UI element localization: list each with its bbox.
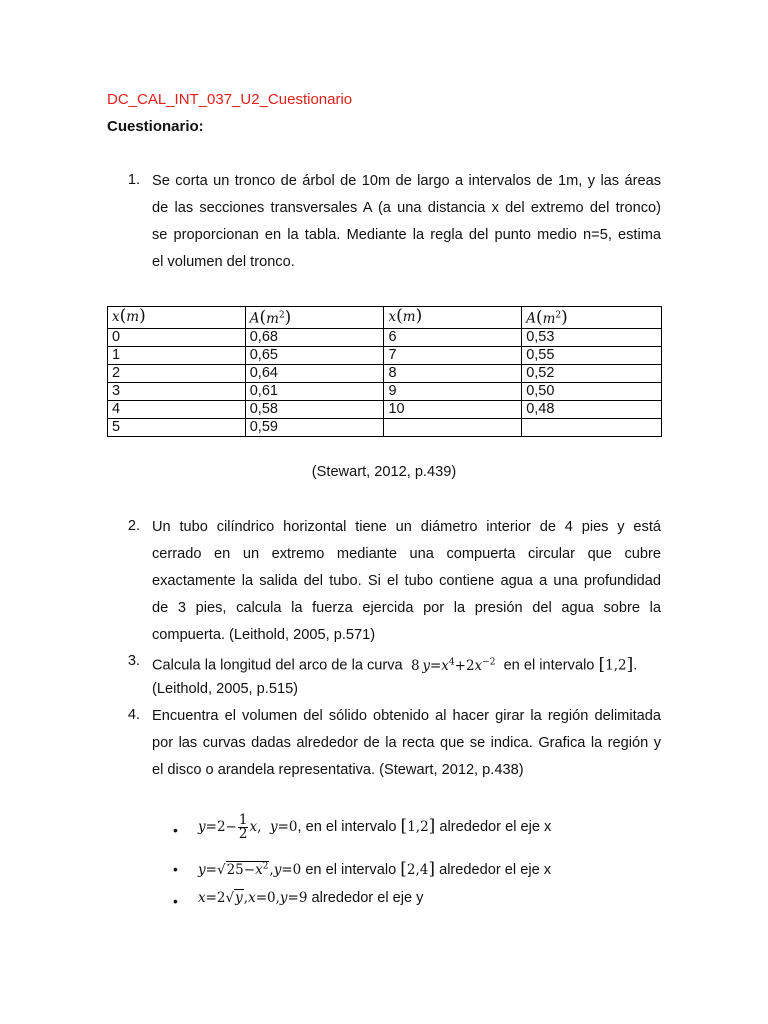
table-row: 5 0,59 [108,418,662,436]
question-4-number: 4. [127,707,140,723]
question-1-number: 1. [127,172,140,188]
bullet-3-equation: x=2√y,x=0,y=9 [198,890,308,906]
document-title: Cuestionario: [107,118,204,135]
document-code: DC_CAL_INT_037_U2_Cuestionario [107,91,353,108]
table-header-row [108,307,662,329]
question-2-number: 2. [127,518,140,534]
bullet-2-text: $y=√25-x^2,y=0$ en el intervalo [2,4] alrededor el eje x [198,859,552,879]
table-header-x: x(m) [108,307,246,329]
question-2-text: Un tubo cilíndrico horizontal tiene un diámetro interior de 4 pies y está cerrado en un extremo mediante una compuerta circular que cubre exactamente la salida del tubo. Si el tubo contiene agua a una profundidad de 3 pies, calcula la fuerza ejercida por la presión del agua sobre la compuerta. (Leithold, 2005, p.571) [152,519,661,643]
data-table [107,306,662,437]
table-row: 0 0,68 6 0,53 [108,328,662,346]
table-row: 4 0,58 10 0,48 [108,400,662,418]
table-row: 3 0,61 9 0,50 [108,382,662,400]
bullet-2: • [173,861,178,877]
arc-length-equation: 8 $y=x^4+2x^{-2}$ [411,657,496,674]
table-header-area: $A(m^2)$ [245,307,384,329]
question-1-text: Se corta un tronco de árbol de 10m de largo a intervalos de 1m, y las áreas de las secciones transversales A (a una distancia x del extremo del tronco) se proporcionan en la tabla. Mediante la regla del punto medio n=5, estima el volumen del tronco. [152,173,661,270]
table-header-x: x(m) [384,307,522,329]
question-4-text: Encuentra el volumen del sólido obtenido al hacer girar la región delimitada por las curvas dadas alrededor de la recta que se indica. Grafica la región y el disco o arandela representativa. (Stewart, 2012, p.438) [152,708,661,778]
question-3-text: Calcula la longitud del arco de la curva 8 $y=x^4+2x^{-2}$ en el intervalo [1,2]. (Leithold, 2005, p.515) [152,654,638,697]
table-row: 1 0,65 7 0,55 [108,346,662,364]
question-3-number: 3. [127,653,140,669]
bullet-3: • [173,893,178,909]
bullet-1-equation: y=2− $\frac{1}{2}$ x, y=0 [198,812,298,842]
bullet-1: • [173,822,178,838]
bullet-2-equation: $y=√25-x^2,y=0$ [198,861,302,878]
bullet-1-text: y=2− $\frac{1}{2}$ x, y=0, en el intervalo [1,2] alrededor el eje x [198,812,552,842]
table-header-area: $A(m^2)$ [522,307,662,329]
table-citation: (Stewart, 2012, p.439) [311,464,457,480]
bullet-3-text: x=2√y,x=0,y=9 alrededor el eje y [198,890,424,906]
table-row: 2 0,64 8 0,52 [108,364,662,382]
